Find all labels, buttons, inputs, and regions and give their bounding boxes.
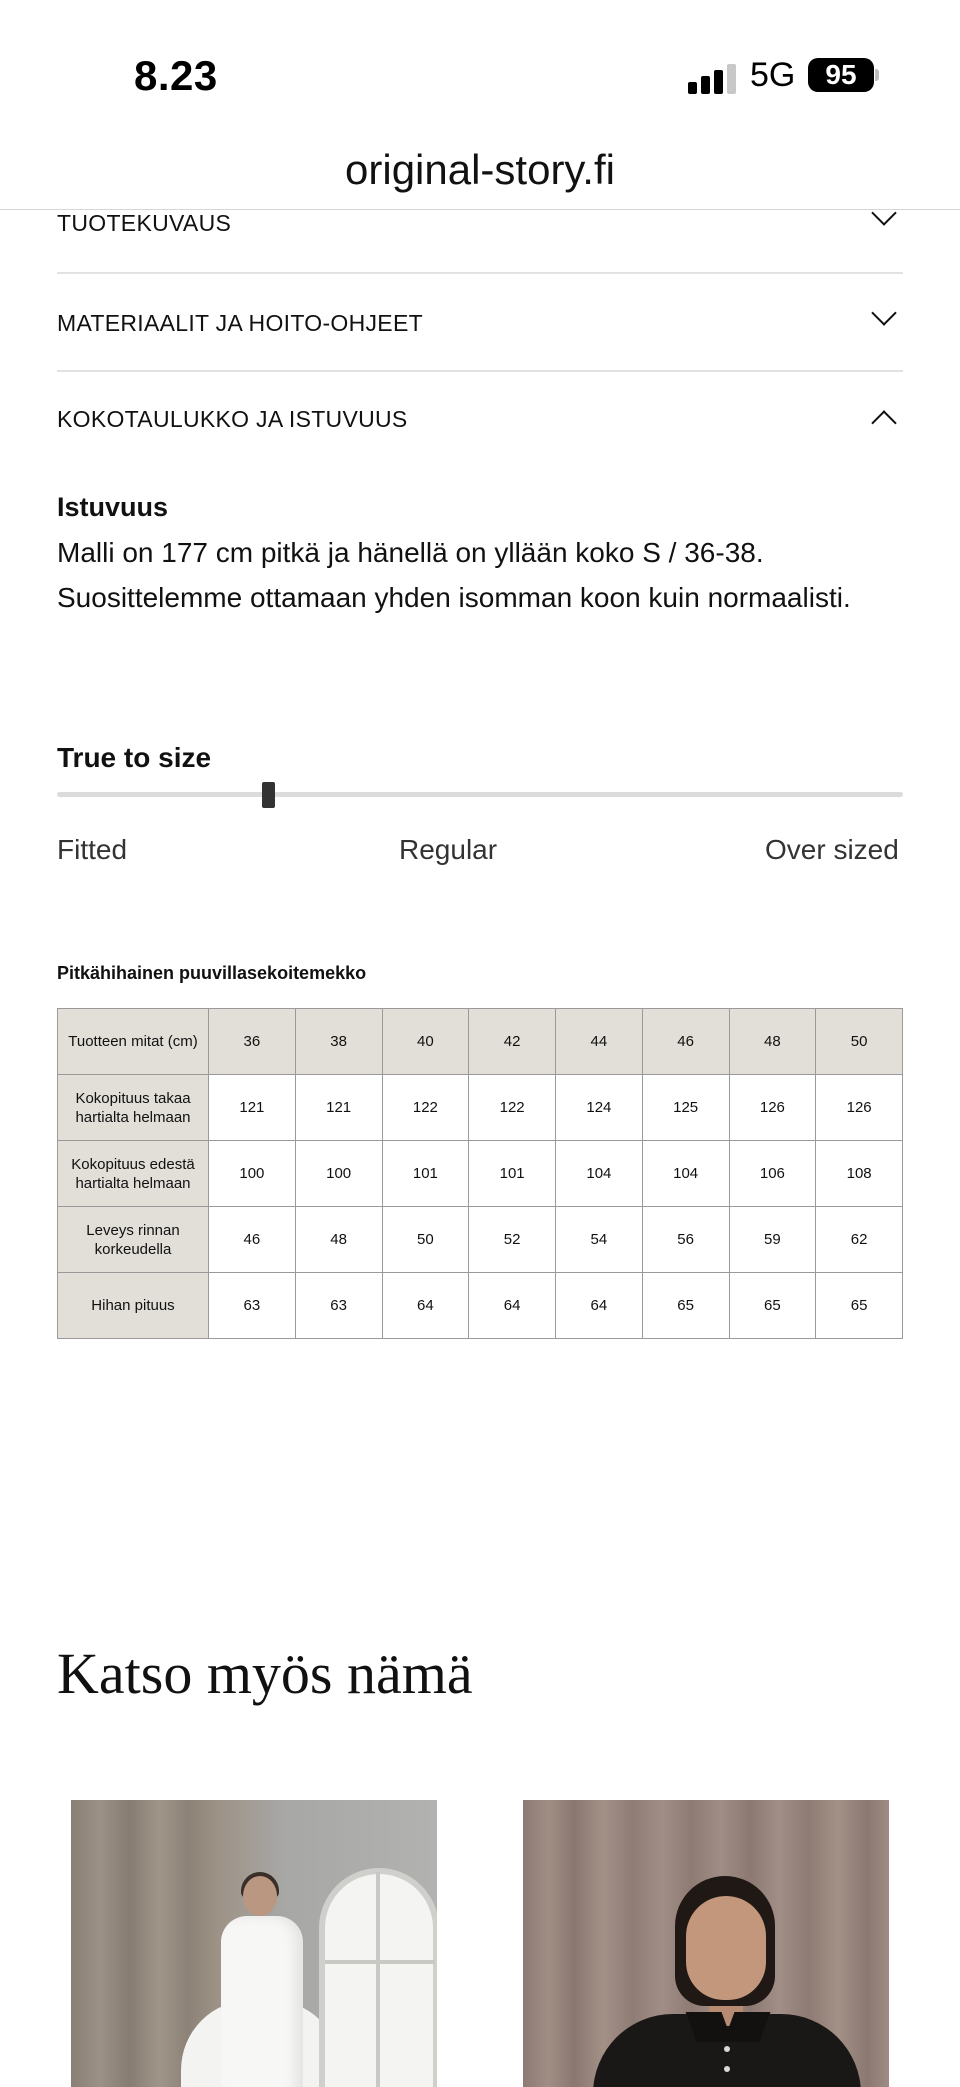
table-cell: 54 [556, 1207, 643, 1273]
product-image[interactable] [523, 1800, 889, 2087]
table-cell: 56 [642, 1207, 729, 1273]
related-product-card[interactable] [523, 1800, 889, 2087]
size-scale-label-oversized: Over sized [765, 834, 899, 865]
size-table-title: Pitkähihainen puuvillasekoitemekko [57, 963, 367, 983]
size-scale-label-fitted: Fitted [57, 834, 128, 865]
table-cell: 108 [816, 1141, 903, 1207]
battery-icon [808, 58, 874, 92]
table-row [58, 1141, 903, 1207]
table-cell: 125 [642, 1075, 729, 1141]
size-scale-heading: True to size [57, 742, 212, 773]
table-row-header: Kokopituus edestä hartialta helmaan [58, 1141, 209, 1207]
size-scale-track [57, 792, 903, 797]
accordion-label[interactable]: TUOTEKUVAUS [57, 210, 232, 236]
network-type: 5G [750, 56, 796, 94]
table-row [58, 1075, 903, 1141]
table-cell: 50 [382, 1207, 469, 1273]
table-cell: 46 [209, 1207, 296, 1273]
table-row-header: Hihan pituus [58, 1273, 209, 1339]
table-cell: 65 [642, 1273, 729, 1339]
accordion-size-chart[interactable] [57, 372, 903, 470]
table-header-cell: 36 [209, 1009, 296, 1075]
table-header-cell: 50 [816, 1009, 903, 1075]
table-row [58, 1207, 903, 1273]
table-cell: 52 [469, 1207, 556, 1273]
accordion-materials-care[interactable] [57, 274, 903, 372]
status-bar [0, 0, 960, 120]
accordion-product-description[interactable] [57, 176, 903, 274]
table-cell: 63 [209, 1273, 296, 1339]
table-cell: 65 [729, 1273, 816, 1339]
accordion-label[interactable]: MATERIAALIT JA HOITO-OHJEET [57, 310, 423, 336]
table-cell: 126 [816, 1075, 903, 1141]
status-time: 8.23 [134, 52, 218, 99]
table-cell: 64 [556, 1273, 643, 1339]
table-header-cell: 44 [556, 1009, 643, 1075]
table-cell: 122 [382, 1075, 469, 1141]
table-cell: 59 [729, 1207, 816, 1273]
accordion-label[interactable]: KOKOTAULUKKO JA ISTUVUUS [57, 406, 408, 432]
table-cell: 104 [556, 1141, 643, 1207]
fit-heading: Istuvuus [57, 492, 169, 522]
table-cell: 62 [816, 1207, 903, 1273]
table-cell: 64 [382, 1273, 469, 1339]
table-cell: 121 [209, 1075, 296, 1141]
table-row [58, 1273, 903, 1339]
table-cell: 65 [816, 1273, 903, 1339]
battery-level: 95 [825, 59, 857, 90]
size-scale-label-regular: Regular [399, 834, 498, 865]
table-cell: 100 [295, 1141, 382, 1207]
table-row-header: Leveys rinnan korkeudella [58, 1207, 209, 1273]
table-header-cell: 42 [469, 1009, 556, 1075]
table-header-cell: 48 [729, 1009, 816, 1075]
fit-description: Malli on 177 cm pitkä ja hänellä on yllään koko S / 36-38. Suosittelemme ottamaan yhden isomman koon kuin normaalisti. [57, 537, 851, 613]
table-row-header: Kokopituus takaa hartialta helmaan [58, 1075, 209, 1141]
table-cell: 124 [556, 1075, 643, 1141]
table-header-cell: 46 [642, 1009, 729, 1075]
table-cell: 104 [642, 1141, 729, 1207]
table-header-row [58, 1009, 903, 1075]
table-cell: 101 [382, 1141, 469, 1207]
table-cell: 63 [295, 1273, 382, 1339]
url-text[interactable]: original-story.fi [345, 146, 615, 193]
chevron-up-icon[interactable] [871, 410, 896, 435]
size-scale-marker [262, 782, 275, 808]
table-cell: 126 [729, 1075, 816, 1141]
table-cell: 64 [469, 1273, 556, 1339]
chevron-down-icon[interactable] [871, 200, 896, 225]
table-cell: 100 [209, 1141, 296, 1207]
table-cell: 48 [295, 1207, 382, 1273]
size-table [57, 1008, 903, 1339]
table-cell: 106 [729, 1141, 816, 1207]
related-product-card[interactable] [71, 1800, 437, 2087]
table-cell: 121 [295, 1075, 382, 1141]
battery-tip [875, 69, 879, 81]
table-cell: 101 [469, 1141, 556, 1207]
table-header-cell: Tuotteen mitat (cm) [58, 1009, 209, 1075]
related-products-heading: Katso myös nämä [57, 1641, 473, 1706]
table-cell: 122 [469, 1075, 556, 1141]
table-header-cell: 40 [382, 1009, 469, 1075]
table-header-cell: 38 [295, 1009, 382, 1075]
chevron-down-icon[interactable] [871, 300, 896, 325]
cellular-signal-icon [688, 62, 736, 94]
product-image[interactable] [71, 1800, 437, 2087]
